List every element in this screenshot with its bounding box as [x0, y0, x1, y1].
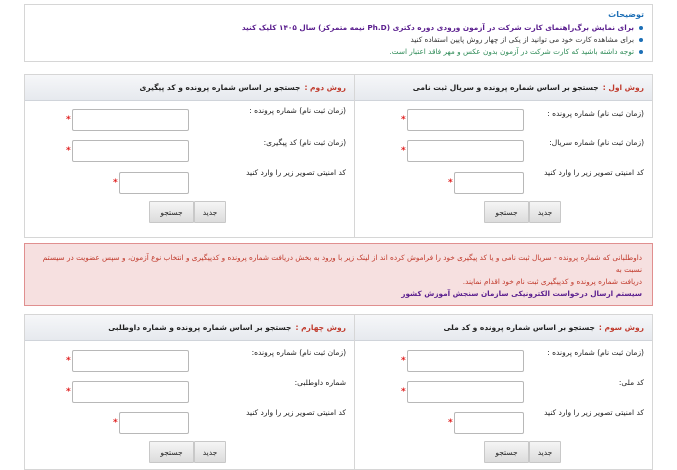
file-number-label: (زمان ثبت نام) شماره پرونده :	[547, 348, 644, 357]
panel-title: جستجو بر اساس شماره پرونده و سریال ثبت نامی	[412, 83, 599, 92]
required-star: *	[448, 178, 453, 188]
required-star: *	[66, 387, 71, 397]
captcha-input[interactable]	[454, 172, 524, 194]
notes-title: توضیحات	[608, 10, 644, 19]
search-button[interactable]: جستجو	[149, 201, 194, 223]
alert-system-link[interactable]: سیستم ارسال درخواست الکترونیکی سازمان سنجش آموزش کشور	[401, 289, 642, 298]
search-button[interactable]: جستجو	[484, 441, 529, 463]
national-code-input[interactable]	[407, 381, 524, 403]
panel-title: جستجو بر اساس شماره پرونده و کد ملی	[443, 323, 595, 332]
required-star: *	[401, 387, 406, 397]
file-number-label: (زمان ثبت نام) شماره پرونده:	[251, 348, 346, 357]
captcha-input[interactable]	[119, 172, 189, 194]
method-label: روش اول :	[602, 83, 644, 92]
candidate-number-label: شماره داوطلبی:	[294, 378, 346, 387]
serial-number-label: (زمان ثبت نام) شماره سریال:	[549, 138, 644, 147]
panel-title: جستجو بر اساس شماره پرونده و شماره داوطلبی	[108, 323, 292, 332]
panel-header	[25, 315, 354, 341]
serial-number-input[interactable]	[407, 140, 524, 162]
captcha-input[interactable]	[454, 412, 524, 434]
panel-method-2	[24, 74, 355, 238]
panel-method-3	[322, 314, 653, 470]
panel-header	[323, 75, 652, 101]
panel-header	[323, 315, 652, 341]
new-captcha-button[interactable]: جدید	[194, 201, 226, 223]
captcha-label: کد امنیتی تصویر زیر را وارد کنید	[544, 168, 644, 177]
panel-method-1	[322, 74, 653, 238]
national-code-label: کد ملی:	[618, 378, 644, 387]
captcha-label: کد امنیتی تصویر زیر را وارد کنید	[246, 168, 346, 177]
captcha-label: کد امنیتی تصویر زیر را وارد کنید	[246, 408, 346, 417]
file-number-input[interactable]	[72, 109, 189, 131]
panel-title: جستجو بر اساس شماره پرونده و کد پیگیری	[139, 83, 301, 92]
required-star: *	[113, 418, 118, 428]
required-star: *	[401, 146, 406, 156]
method-label: روش چهارم :	[295, 323, 346, 332]
notes-item: برای مشاهده کارت خود می توانید از یکی از چهار روش پایین استفاده کنید	[33, 34, 634, 46]
required-star: *	[401, 356, 406, 366]
panel-header	[25, 75, 354, 101]
required-star: *	[113, 178, 118, 188]
file-number-label: (زمان ثبت نام) شماره پرونده :	[547, 109, 644, 118]
alert-text: دریافت شماره پرونده و کدپیگیری ثبت نام خود اقدام نمایند.	[462, 277, 642, 286]
new-captcha-button[interactable]: جدید	[529, 441, 561, 463]
search-button[interactable]: جستجو	[149, 441, 194, 463]
notes-box	[24, 4, 653, 62]
notes-item: توجه داشته باشید که کارت شرکت در آزمون بدون عکس و مهر فاقد اعتبار است.	[33, 46, 634, 58]
alert-text: داوطلبانی که شماره پرونده - سریال ثبت نامی و یا کد پیگیری خود را فراموش کرده اند از لینک زیر با ورود به بخش دریافت شماره پرونده و کدپیگیری و انتخاب نوع آزمون، و سپس عضویت در سیستم نسبت به	[42, 253, 642, 274]
file-number-input[interactable]	[407, 109, 524, 131]
required-star: *	[448, 418, 453, 428]
tracking-code-input[interactable]	[72, 140, 189, 162]
panel-method-4	[24, 314, 355, 470]
tracking-code-label: (زمان ثبت نام) کد پیگیری:	[263, 138, 346, 147]
forgot-info-alert	[24, 243, 653, 306]
required-star: *	[401, 115, 406, 125]
file-number-label: (زمان ثبت نام) شماره پرونده :	[249, 106, 346, 115]
required-star: *	[66, 356, 71, 366]
search-button[interactable]: جستجو	[484, 201, 529, 223]
notes-item-guide-link[interactable]: برای نمایش برگ‌راهنمای کارت شرکت در آزمون ورودی دوره دکتری (Ph.D نیمه متمرکز) سال ۱۴۰۵ کلیک کنید	[33, 22, 634, 34]
captcha-label: کد امنیتی تصویر زیر را وارد کنید	[544, 408, 644, 417]
new-captcha-button[interactable]: جدید	[529, 201, 561, 223]
captcha-input[interactable]	[119, 412, 189, 434]
new-captcha-button[interactable]: جدید	[194, 441, 226, 463]
notes-list	[33, 22, 644, 58]
candidate-number-input[interactable]	[72, 381, 189, 403]
file-number-input[interactable]	[407, 350, 524, 372]
method-label: روش دوم :	[304, 83, 346, 92]
file-number-input[interactable]	[72, 350, 189, 372]
required-star: *	[66, 115, 71, 125]
required-star: *	[66, 146, 71, 156]
method-label: روش سوم :	[598, 323, 644, 332]
